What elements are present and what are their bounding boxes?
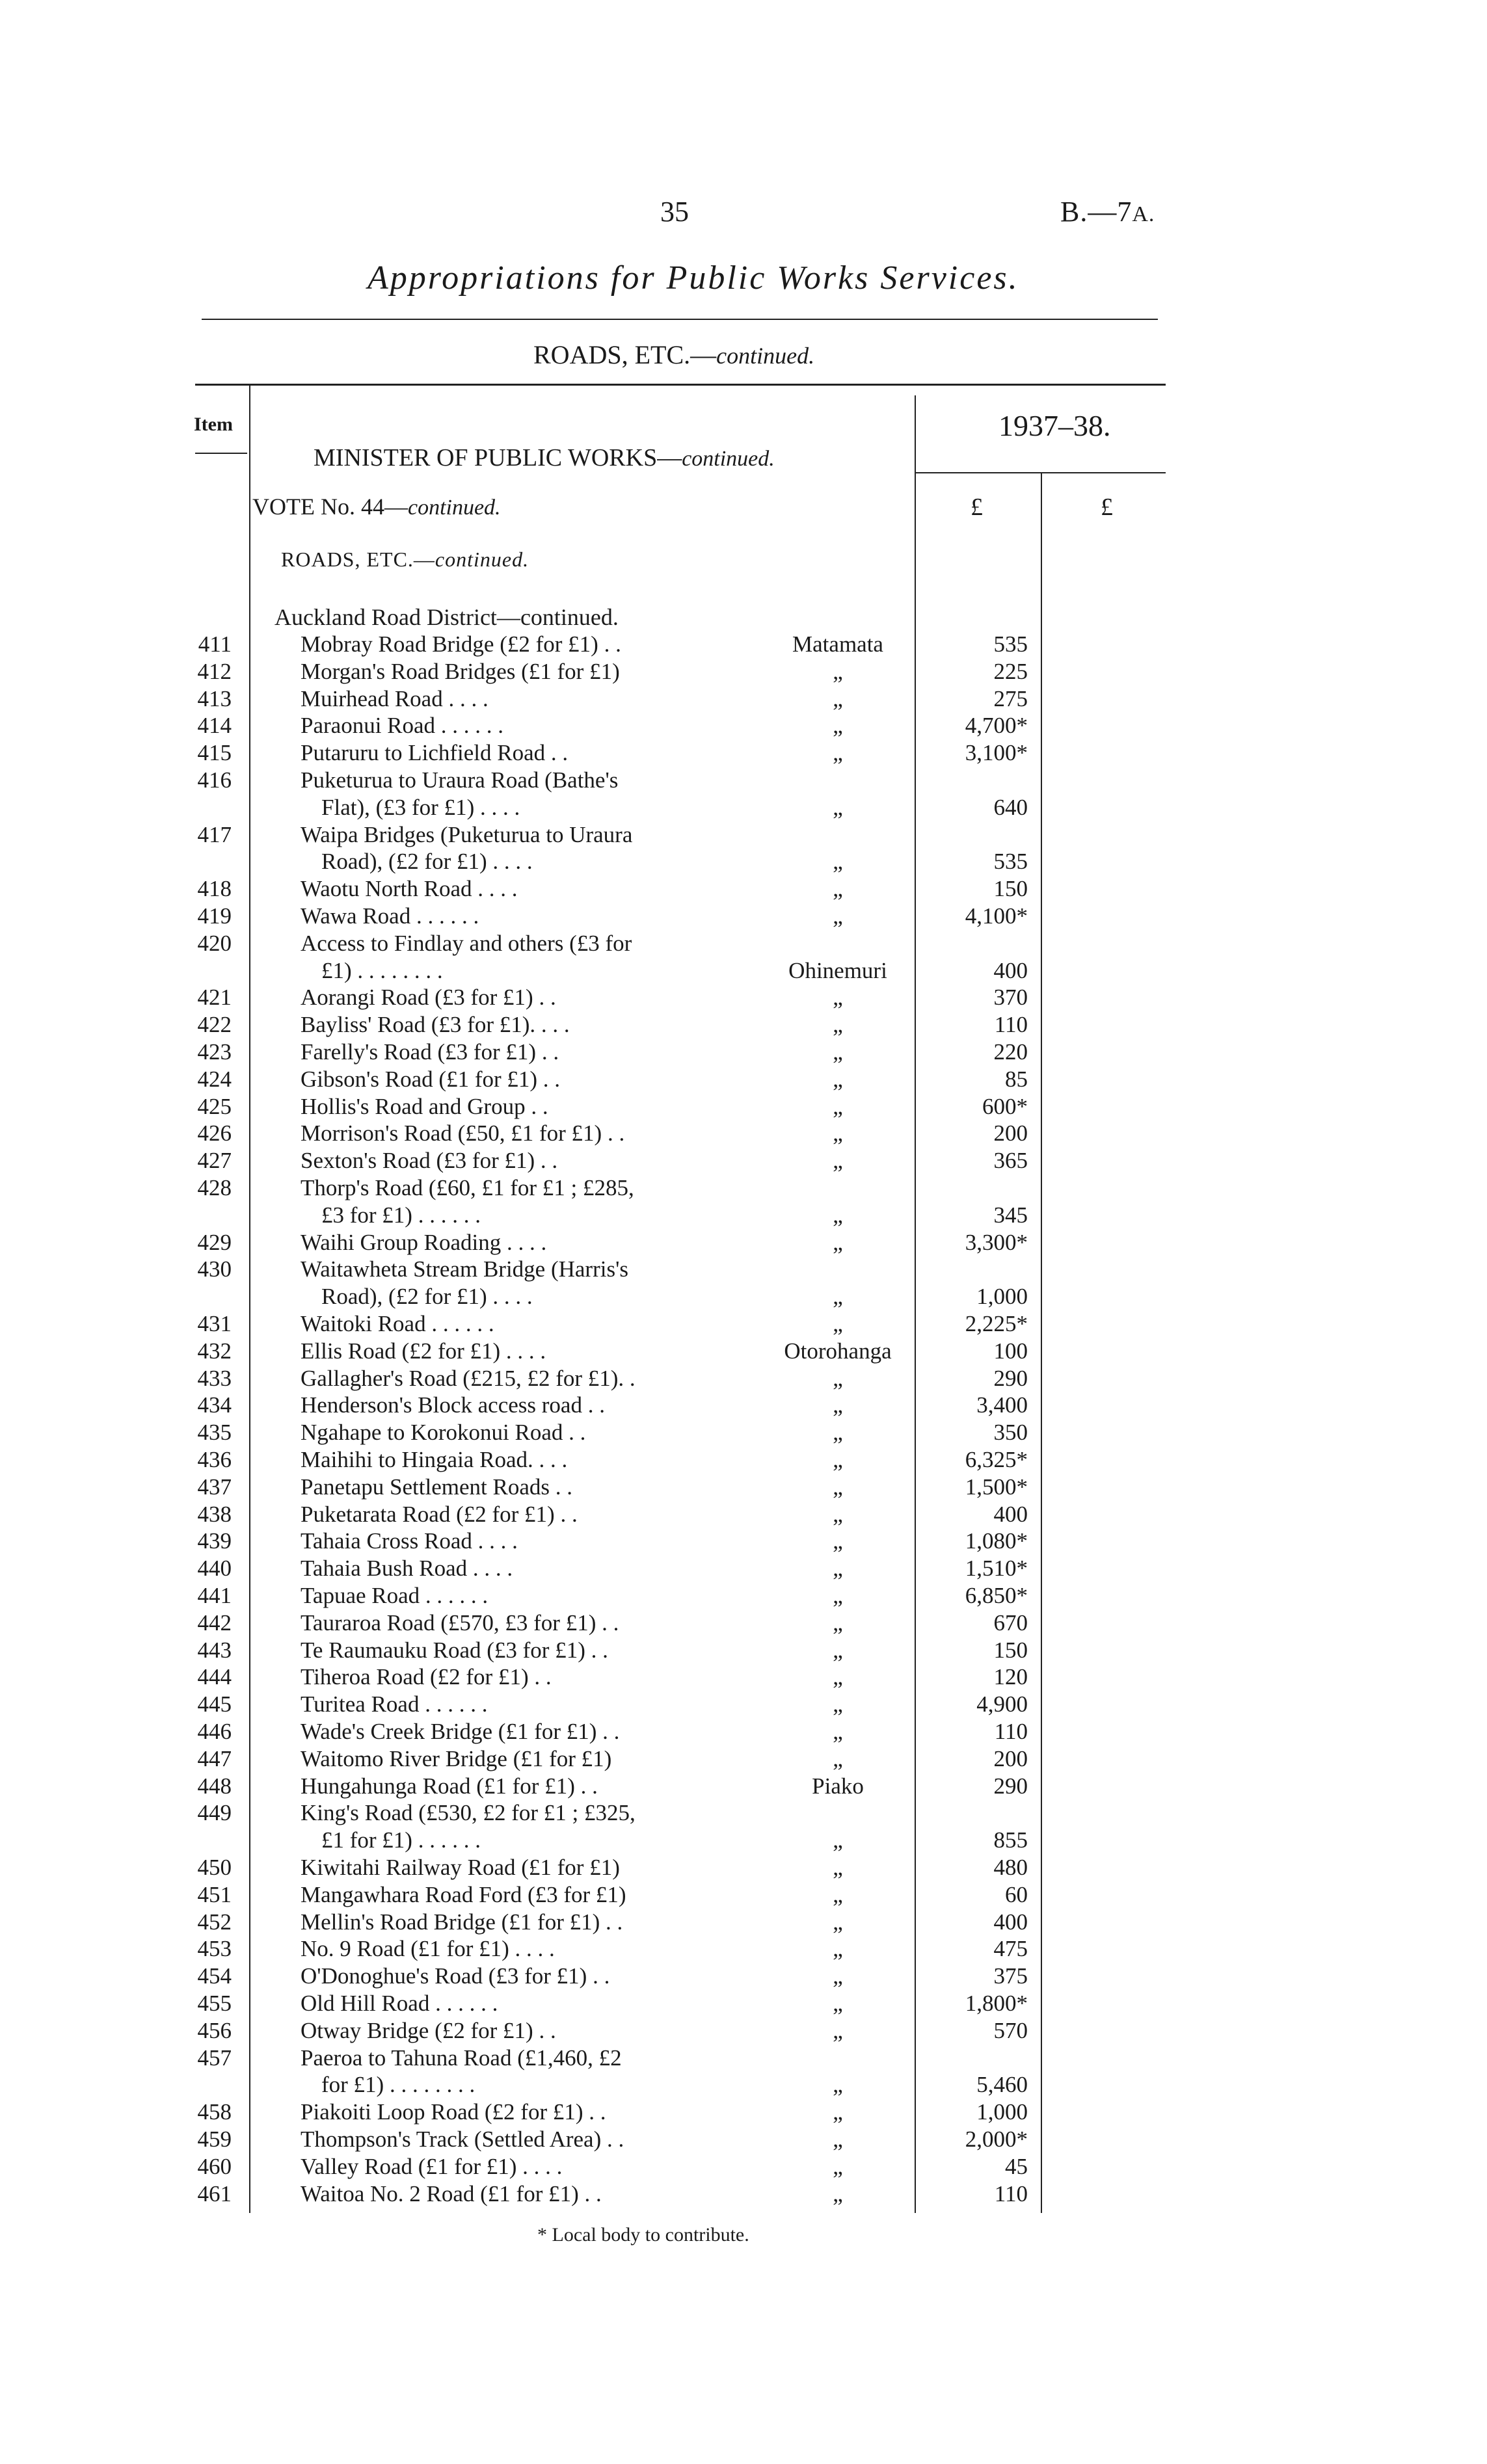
item-number: 451 xyxy=(197,1881,232,1907)
item-amount: 6,850* xyxy=(965,1583,1028,1608)
item-district: „ xyxy=(833,1909,843,1935)
document-code xyxy=(1060,195,1155,228)
item-amount: 670 xyxy=(993,1610,1028,1636)
item-amount: 290 xyxy=(993,1365,1028,1391)
item-district: Ohinemuri xyxy=(788,957,887,983)
item-amount: 480 xyxy=(993,1855,1028,1880)
item-number: 440 xyxy=(197,1556,232,1582)
item-district: „ xyxy=(833,685,843,711)
table-row xyxy=(0,875,1487,903)
item-description: No. 9 Road (£1 for £1) . . . . xyxy=(301,1936,555,1962)
section-title xyxy=(533,339,814,370)
item-description: Otway Bridge (£2 for £1) . . xyxy=(301,2017,556,2043)
item-district: Piako xyxy=(812,1773,864,1799)
table-row xyxy=(0,1773,1487,1800)
table-row xyxy=(0,1637,1487,1664)
item-description: Ellis Road (£2 for £1) . . . . xyxy=(301,1338,546,1364)
item-number: 450 xyxy=(197,1855,232,1880)
item-district: „ xyxy=(833,1583,843,1608)
table-row xyxy=(0,1745,1487,1773)
table-row xyxy=(0,1310,1487,1338)
item-district: „ xyxy=(833,1392,843,1418)
item-column-header: Item xyxy=(194,414,233,435)
subvote-heading-main: ROADS, ETC.— xyxy=(281,548,435,571)
item-description: Flat), (£3 for £1) . . . . xyxy=(321,794,520,820)
table-row xyxy=(0,1935,1487,1963)
item-description: Farelly's Road (£3 for £1) . . xyxy=(301,1039,559,1065)
item-description: Piakoiti Loop Road (£2 for £1) . . xyxy=(301,2099,606,2125)
item-number: 426 xyxy=(197,1120,232,1146)
item-amount: 4,100* xyxy=(965,903,1028,929)
item-district: „ xyxy=(833,1012,843,1038)
item-district: „ xyxy=(833,1827,843,1853)
item-number: 447 xyxy=(197,1745,232,1771)
item-district: „ xyxy=(833,1691,843,1717)
item-amount: 345 xyxy=(993,1202,1028,1228)
table-row xyxy=(0,1474,1487,1501)
item-description: King's Road (£530, £2 for £1 ; £325, xyxy=(301,1800,636,1826)
item-amount: 570 xyxy=(993,2017,1028,2043)
item-district: „ xyxy=(833,1501,843,1527)
table-row xyxy=(0,1093,1487,1120)
item-number: 436 xyxy=(197,1447,232,1472)
item-description: Tauraroa Road (£570, £3 for £1) . . xyxy=(301,1610,619,1636)
item-district: „ xyxy=(833,1229,843,1255)
item-description: Morrison's Road (£50, £1 for £1) . . xyxy=(301,1120,625,1146)
item-description: for £1) . . . . . . . . xyxy=(321,2072,476,2098)
table-row xyxy=(0,2099,1487,2126)
document-code-suffix: A. xyxy=(1132,202,1155,226)
table-row xyxy=(0,794,1487,821)
item-description: Road), (£2 for £1) . . . . xyxy=(321,1284,533,1310)
item-header-underline xyxy=(195,453,247,454)
vote-heading xyxy=(252,493,501,520)
item-number: 444 xyxy=(197,1664,232,1690)
item-district: „ xyxy=(833,740,843,766)
table-row xyxy=(0,1718,1487,1745)
item-amount: 110 xyxy=(994,1012,1028,1038)
item-amount: 640 xyxy=(993,794,1028,820)
table-row xyxy=(0,903,1487,930)
item-number: 422 xyxy=(197,1012,232,1038)
item-number: 458 xyxy=(197,2099,232,2125)
item-description: Wade's Creek Bridge (£1 for £1) . . xyxy=(301,1719,620,1744)
district-heading-continued: continued. xyxy=(520,604,619,630)
ministry-heading xyxy=(314,444,775,472)
item-district: „ xyxy=(833,1936,843,1962)
item-amount: 3,100* xyxy=(965,740,1028,766)
item-description: Sexton's Road (£3 for £1) . . xyxy=(301,1148,558,1174)
item-district: „ xyxy=(833,1963,843,1989)
table-row xyxy=(0,1147,1487,1174)
item-description: Thorp's Road (£60, £1 for £1 ; £285, xyxy=(301,1175,634,1200)
item-amount: 4,700* xyxy=(965,713,1028,739)
item-amount: 1,510* xyxy=(965,1556,1028,1582)
item-district: „ xyxy=(833,1610,843,1636)
item-number: 424 xyxy=(197,1066,232,1092)
table-row xyxy=(0,1365,1487,1392)
table-row xyxy=(0,1799,1487,1827)
item-amount: 365 xyxy=(993,1148,1028,1174)
item-number: 420 xyxy=(197,930,232,956)
item-number: 417 xyxy=(197,821,232,847)
table-row xyxy=(0,1229,1487,1256)
item-description: Puketarata Road (£2 for £1) . . xyxy=(301,1501,578,1527)
item-amount: 350 xyxy=(993,1420,1028,1446)
district-heading-main: Auckland Road District— xyxy=(275,604,520,630)
item-number: 416 xyxy=(197,767,232,793)
item-number: 413 xyxy=(197,685,232,711)
item-description: Puketurua to Uraura Road (Bathe's xyxy=(301,767,619,793)
table-row xyxy=(0,1039,1487,1066)
item-description: Tiheroa Road (£2 for £1) . . xyxy=(301,1664,552,1690)
item-number: 421 xyxy=(197,985,232,1011)
item-number: 460 xyxy=(197,2153,232,2179)
item-description: Mellin's Road Bridge (£1 for £1) . . xyxy=(301,1909,623,1935)
item-number: 419 xyxy=(197,903,232,929)
item-district: „ xyxy=(833,2072,843,2098)
table-row xyxy=(0,1283,1487,1310)
item-description: Aorangi Road (£3 for £1) . . xyxy=(301,985,556,1011)
item-amount: 110 xyxy=(994,1719,1028,1744)
item-description: Morgan's Road Bridges (£1 for £1) xyxy=(301,658,620,684)
table-row xyxy=(0,1528,1487,1555)
table-row xyxy=(0,1881,1487,1909)
table-row xyxy=(0,712,1487,739)
table-row xyxy=(0,957,1487,985)
item-district: „ xyxy=(833,1365,843,1391)
item-amount: 1,800* xyxy=(965,1991,1028,2016)
item-amount: 120 xyxy=(993,1664,1028,1690)
title-rule xyxy=(202,319,1158,320)
item-district: „ xyxy=(833,903,843,929)
vote-heading-main: VOTE No. 44— xyxy=(252,494,408,520)
item-district: „ xyxy=(833,1664,843,1690)
table-row xyxy=(0,1963,1487,1990)
item-description: Mobray Road Bridge (£2 for £1) . . xyxy=(301,631,621,657)
item-amount: 1,000 xyxy=(976,1284,1028,1310)
item-description: £3 for £1) . . . . . . xyxy=(321,1202,481,1228)
item-description: Waitawheta Stream Bridge (Harris's xyxy=(301,1256,629,1282)
item-district: „ xyxy=(833,849,843,875)
item-amount: 2,000* xyxy=(965,2126,1028,2152)
item-number: 418 xyxy=(197,876,232,902)
item-description: Maihihi to Hingaia Road. . . . xyxy=(301,1447,568,1472)
page-number: 35 xyxy=(660,196,689,228)
item-amount: 5,460 xyxy=(976,2072,1028,2098)
item-description: Tahaia Bush Road . . . . xyxy=(301,1556,513,1582)
table-row xyxy=(0,1854,1487,1881)
table-row xyxy=(0,848,1487,875)
item-amount: 1,080* xyxy=(965,1528,1028,1554)
item-district: „ xyxy=(833,658,843,684)
item-number: 432 xyxy=(197,1338,232,1364)
table-row xyxy=(0,1663,1487,1691)
table-row xyxy=(0,821,1487,849)
table-row xyxy=(0,1392,1487,1419)
item-number: 457 xyxy=(197,2045,232,2071)
item-description: Mangawhara Road Ford (£3 for £1) xyxy=(301,1881,626,1907)
item-district: „ xyxy=(833,1745,843,1771)
item-number: 434 xyxy=(197,1392,232,1418)
item-district: „ xyxy=(833,1991,843,2016)
item-number: 441 xyxy=(197,1583,232,1608)
item-number: 443 xyxy=(197,1637,232,1663)
item-district: „ xyxy=(833,2180,843,2206)
item-number: 459 xyxy=(197,2126,232,2152)
item-description: Wawa Road . . . . . . xyxy=(301,903,479,929)
item-district: „ xyxy=(833,2153,843,2179)
item-district: „ xyxy=(833,1148,843,1174)
item-description: Valley Road (£1 for £1) . . . . xyxy=(301,2153,563,2179)
item-amount: 375 xyxy=(993,1963,1028,1989)
item-amount: 4,900 xyxy=(976,1691,1028,1717)
item-district: „ xyxy=(833,1066,843,1092)
item-amount: 600* xyxy=(982,1093,1028,1119)
item-district: „ xyxy=(833,1556,843,1582)
item-amount: 855 xyxy=(993,1827,1028,1853)
item-description: Panetapu Settlement Roads . . xyxy=(301,1474,572,1500)
item-district: „ xyxy=(833,1447,843,1472)
item-district: „ xyxy=(833,876,843,902)
item-district: „ xyxy=(833,1311,843,1336)
table-row xyxy=(0,1582,1487,1610)
item-number: 433 xyxy=(197,1365,232,1391)
table-row xyxy=(0,1011,1487,1039)
item-description: Muirhead Road . . . . xyxy=(301,685,489,711)
table-row xyxy=(0,930,1487,957)
item-amount: 400 xyxy=(993,957,1028,983)
section-title-continued: continued. xyxy=(716,343,815,369)
item-description: Kiwitahi Railway Road (£1 for £1) xyxy=(301,1855,620,1880)
item-district: „ xyxy=(833,1855,843,1880)
table-row xyxy=(0,984,1487,1011)
table-row xyxy=(0,739,1487,767)
item-number: 429 xyxy=(197,1229,232,1255)
table-row xyxy=(0,631,1487,658)
item-number: 431 xyxy=(197,1311,232,1336)
item-number: 437 xyxy=(197,1474,232,1500)
item-amount: 6,325* xyxy=(965,1447,1028,1472)
item-amount: 475 xyxy=(993,1936,1028,1962)
item-description: Gallagher's Road (£215, £2 for £1). . xyxy=(301,1365,636,1391)
item-amount: 2,225* xyxy=(965,1311,1028,1336)
vote-heading-continued: continued. xyxy=(407,496,501,520)
table-row xyxy=(0,2045,1487,2072)
item-amount: 3,400 xyxy=(976,1392,1028,1418)
item-district: „ xyxy=(833,713,843,739)
item-district: „ xyxy=(833,2126,843,2152)
item-description: Putaruru to Lichfield Road . . xyxy=(301,740,569,766)
item-amount: 45 xyxy=(1005,2153,1028,2179)
item-description: Ngahape to Korokonui Road . . xyxy=(301,1420,586,1446)
table-top-rule xyxy=(195,384,1166,386)
item-amount: 150 xyxy=(993,876,1028,902)
item-amount: 1,000 xyxy=(976,2099,1028,2125)
item-description: Hollis's Road and Group . . xyxy=(301,1093,548,1119)
item-amount: 150 xyxy=(993,1637,1028,1663)
item-number: 455 xyxy=(197,1991,232,2016)
item-description: Thompson's Track (Settled Area) . . xyxy=(301,2126,624,2152)
item-amount: 3,300* xyxy=(965,1229,1028,1255)
table-row xyxy=(0,1555,1487,1582)
item-amount: 60 xyxy=(1005,1881,1028,1907)
item-description: Waitomo River Bridge (£1 for £1) xyxy=(301,1745,612,1771)
table-row xyxy=(0,1419,1487,1446)
item-amount: 400 xyxy=(993,1909,1028,1935)
item-number: 456 xyxy=(197,2017,232,2043)
item-district: Matamata xyxy=(792,631,883,657)
table-row xyxy=(0,1610,1487,1637)
item-amount: 535 xyxy=(993,631,1028,657)
item-description: Gibson's Road (£1 for £1) . . xyxy=(301,1066,561,1092)
item-number: 427 xyxy=(197,1148,232,1174)
item-description: O'Donoghue's Road (£3 for £1) . . xyxy=(301,1963,610,1989)
table-row xyxy=(0,2017,1487,2045)
table-row xyxy=(0,1066,1487,1093)
table-row xyxy=(0,2153,1487,2180)
item-district: „ xyxy=(833,1420,843,1446)
table-row xyxy=(0,2180,1487,2208)
item-district: „ xyxy=(833,2017,843,2043)
item-description: Henderson's Block access road . . xyxy=(301,1392,605,1418)
item-number: 442 xyxy=(197,1610,232,1636)
item-description: £1 for £1) . . . . . . xyxy=(321,1827,481,1853)
item-amount: 85 xyxy=(1005,1066,1028,1092)
item-district: „ xyxy=(833,1202,843,1228)
item-description: Road), (£2 for £1) . . . . xyxy=(321,849,533,875)
item-number: 454 xyxy=(197,1963,232,1989)
item-district: „ xyxy=(833,1474,843,1500)
ministry-heading-main: MINISTER OF PUBLIC WORKS— xyxy=(314,444,682,471)
item-district: „ xyxy=(833,1039,843,1065)
item-description: Waipa Bridges (Puketurua to Uraura xyxy=(301,821,633,847)
item-amount: 100 xyxy=(993,1338,1028,1364)
item-amount: 290 xyxy=(993,1773,1028,1799)
item-district: „ xyxy=(833,1637,843,1663)
item-number: 425 xyxy=(197,1093,232,1119)
footnote: * Local body to contribute. xyxy=(537,2224,749,2245)
page-title: Appropriations for Public Works Services. xyxy=(368,259,1019,297)
item-number: 448 xyxy=(197,1773,232,1799)
item-amount: 220 xyxy=(993,1039,1028,1065)
table-row xyxy=(0,658,1487,685)
item-description: Tahaia Cross Road . . . . xyxy=(301,1528,518,1554)
item-number: 445 xyxy=(197,1691,232,1717)
item-description: Tapuae Road . . . . . . xyxy=(301,1583,489,1608)
subvote-heading xyxy=(281,548,529,572)
subvote-heading-continued: continued. xyxy=(435,548,529,571)
table-row xyxy=(0,1256,1487,1283)
item-amount: 225 xyxy=(993,658,1028,684)
item-amount: 400 xyxy=(993,1501,1028,1527)
item-district: „ xyxy=(833,1120,843,1146)
table-row xyxy=(0,1338,1487,1365)
item-number: 435 xyxy=(197,1420,232,1446)
item-number: 439 xyxy=(197,1528,232,1554)
item-number: 449 xyxy=(197,1800,232,1826)
item-description: Paraonui Road . . . . . . xyxy=(301,713,504,739)
table-row xyxy=(0,767,1487,794)
table-row xyxy=(0,2126,1487,2153)
item-description: Hungahunga Road (£1 for £1) . . xyxy=(301,1773,598,1799)
item-number: 430 xyxy=(197,1256,232,1282)
table-row xyxy=(0,685,1487,713)
item-number: 446 xyxy=(197,1719,232,1744)
table-row xyxy=(0,1691,1487,1718)
currency-symbol-col2: £ xyxy=(1101,494,1113,521)
item-district: „ xyxy=(833,1719,843,1744)
item-district: „ xyxy=(833,2099,843,2125)
item-description: Access to Findlay and others (£3 for xyxy=(301,930,632,956)
item-number: 461 xyxy=(197,2180,232,2206)
item-number: 412 xyxy=(197,658,232,684)
item-district: „ xyxy=(833,1528,843,1554)
document-code-main: B.—7 xyxy=(1060,196,1132,228)
table-row xyxy=(0,1909,1487,1936)
ministry-heading-continued: continued. xyxy=(682,447,775,471)
item-number: 415 xyxy=(197,740,232,766)
section-title-main: ROADS, ETC.— xyxy=(533,340,717,369)
year-column-header: 1937–38. xyxy=(998,409,1111,442)
item-amount: 200 xyxy=(993,1745,1028,1771)
item-description: Turitea Road . . . . . . xyxy=(301,1691,488,1717)
item-description: Old Hill Road . . . . . . xyxy=(301,1991,498,2016)
item-amount: 200 xyxy=(993,1120,1028,1146)
table-row xyxy=(0,1990,1487,2017)
table-row xyxy=(0,1202,1487,1229)
item-description: Waitoa No. 2 Road (£1 for £1) . . xyxy=(301,2180,602,2206)
item-amount: 1,500* xyxy=(965,1474,1028,1500)
item-description: Te Raumauku Road (£3 for £1) . . xyxy=(301,1637,608,1663)
item-amount: 275 xyxy=(993,685,1028,711)
item-number: 414 xyxy=(197,713,232,739)
item-district: Otorohanga xyxy=(784,1338,892,1364)
item-number: 428 xyxy=(197,1175,232,1200)
table-row xyxy=(0,1446,1487,1474)
table-row xyxy=(0,1174,1487,1202)
item-description: Paeroa to Tahuna Road (£1,460, £2 xyxy=(301,2045,622,2071)
item-amount: 110 xyxy=(994,2180,1028,2206)
item-amount: 370 xyxy=(993,985,1028,1011)
item-amount: 535 xyxy=(993,849,1028,875)
item-description: Waihi Group Roading . . . . xyxy=(301,1229,547,1255)
item-number: 452 xyxy=(197,1909,232,1935)
item-district: „ xyxy=(833,794,843,820)
year-header-rule xyxy=(915,472,1166,473)
item-number: 423 xyxy=(197,1039,232,1065)
currency-symbol-col1: £ xyxy=(971,494,983,521)
item-number: 411 xyxy=(198,631,232,657)
item-district: „ xyxy=(833,1093,843,1119)
table-row xyxy=(0,1120,1487,1147)
item-district: „ xyxy=(833,1284,843,1310)
item-description: Bayliss' Road (£3 for £1). . . . xyxy=(301,1012,570,1038)
item-district: „ xyxy=(833,1881,843,1907)
item-description: Waotu North Road . . . . xyxy=(301,876,518,902)
item-description: Waitoki Road . . . . . . xyxy=(301,1311,494,1336)
item-number: 438 xyxy=(197,1501,232,1527)
district-heading xyxy=(275,603,619,631)
table-row xyxy=(0,2071,1487,2099)
table-row xyxy=(0,1501,1487,1528)
item-description: £1) . . . . . . . . xyxy=(321,957,443,983)
item-district: „ xyxy=(833,985,843,1011)
item-number: 453 xyxy=(197,1936,232,1962)
table-row xyxy=(0,1827,1487,1854)
